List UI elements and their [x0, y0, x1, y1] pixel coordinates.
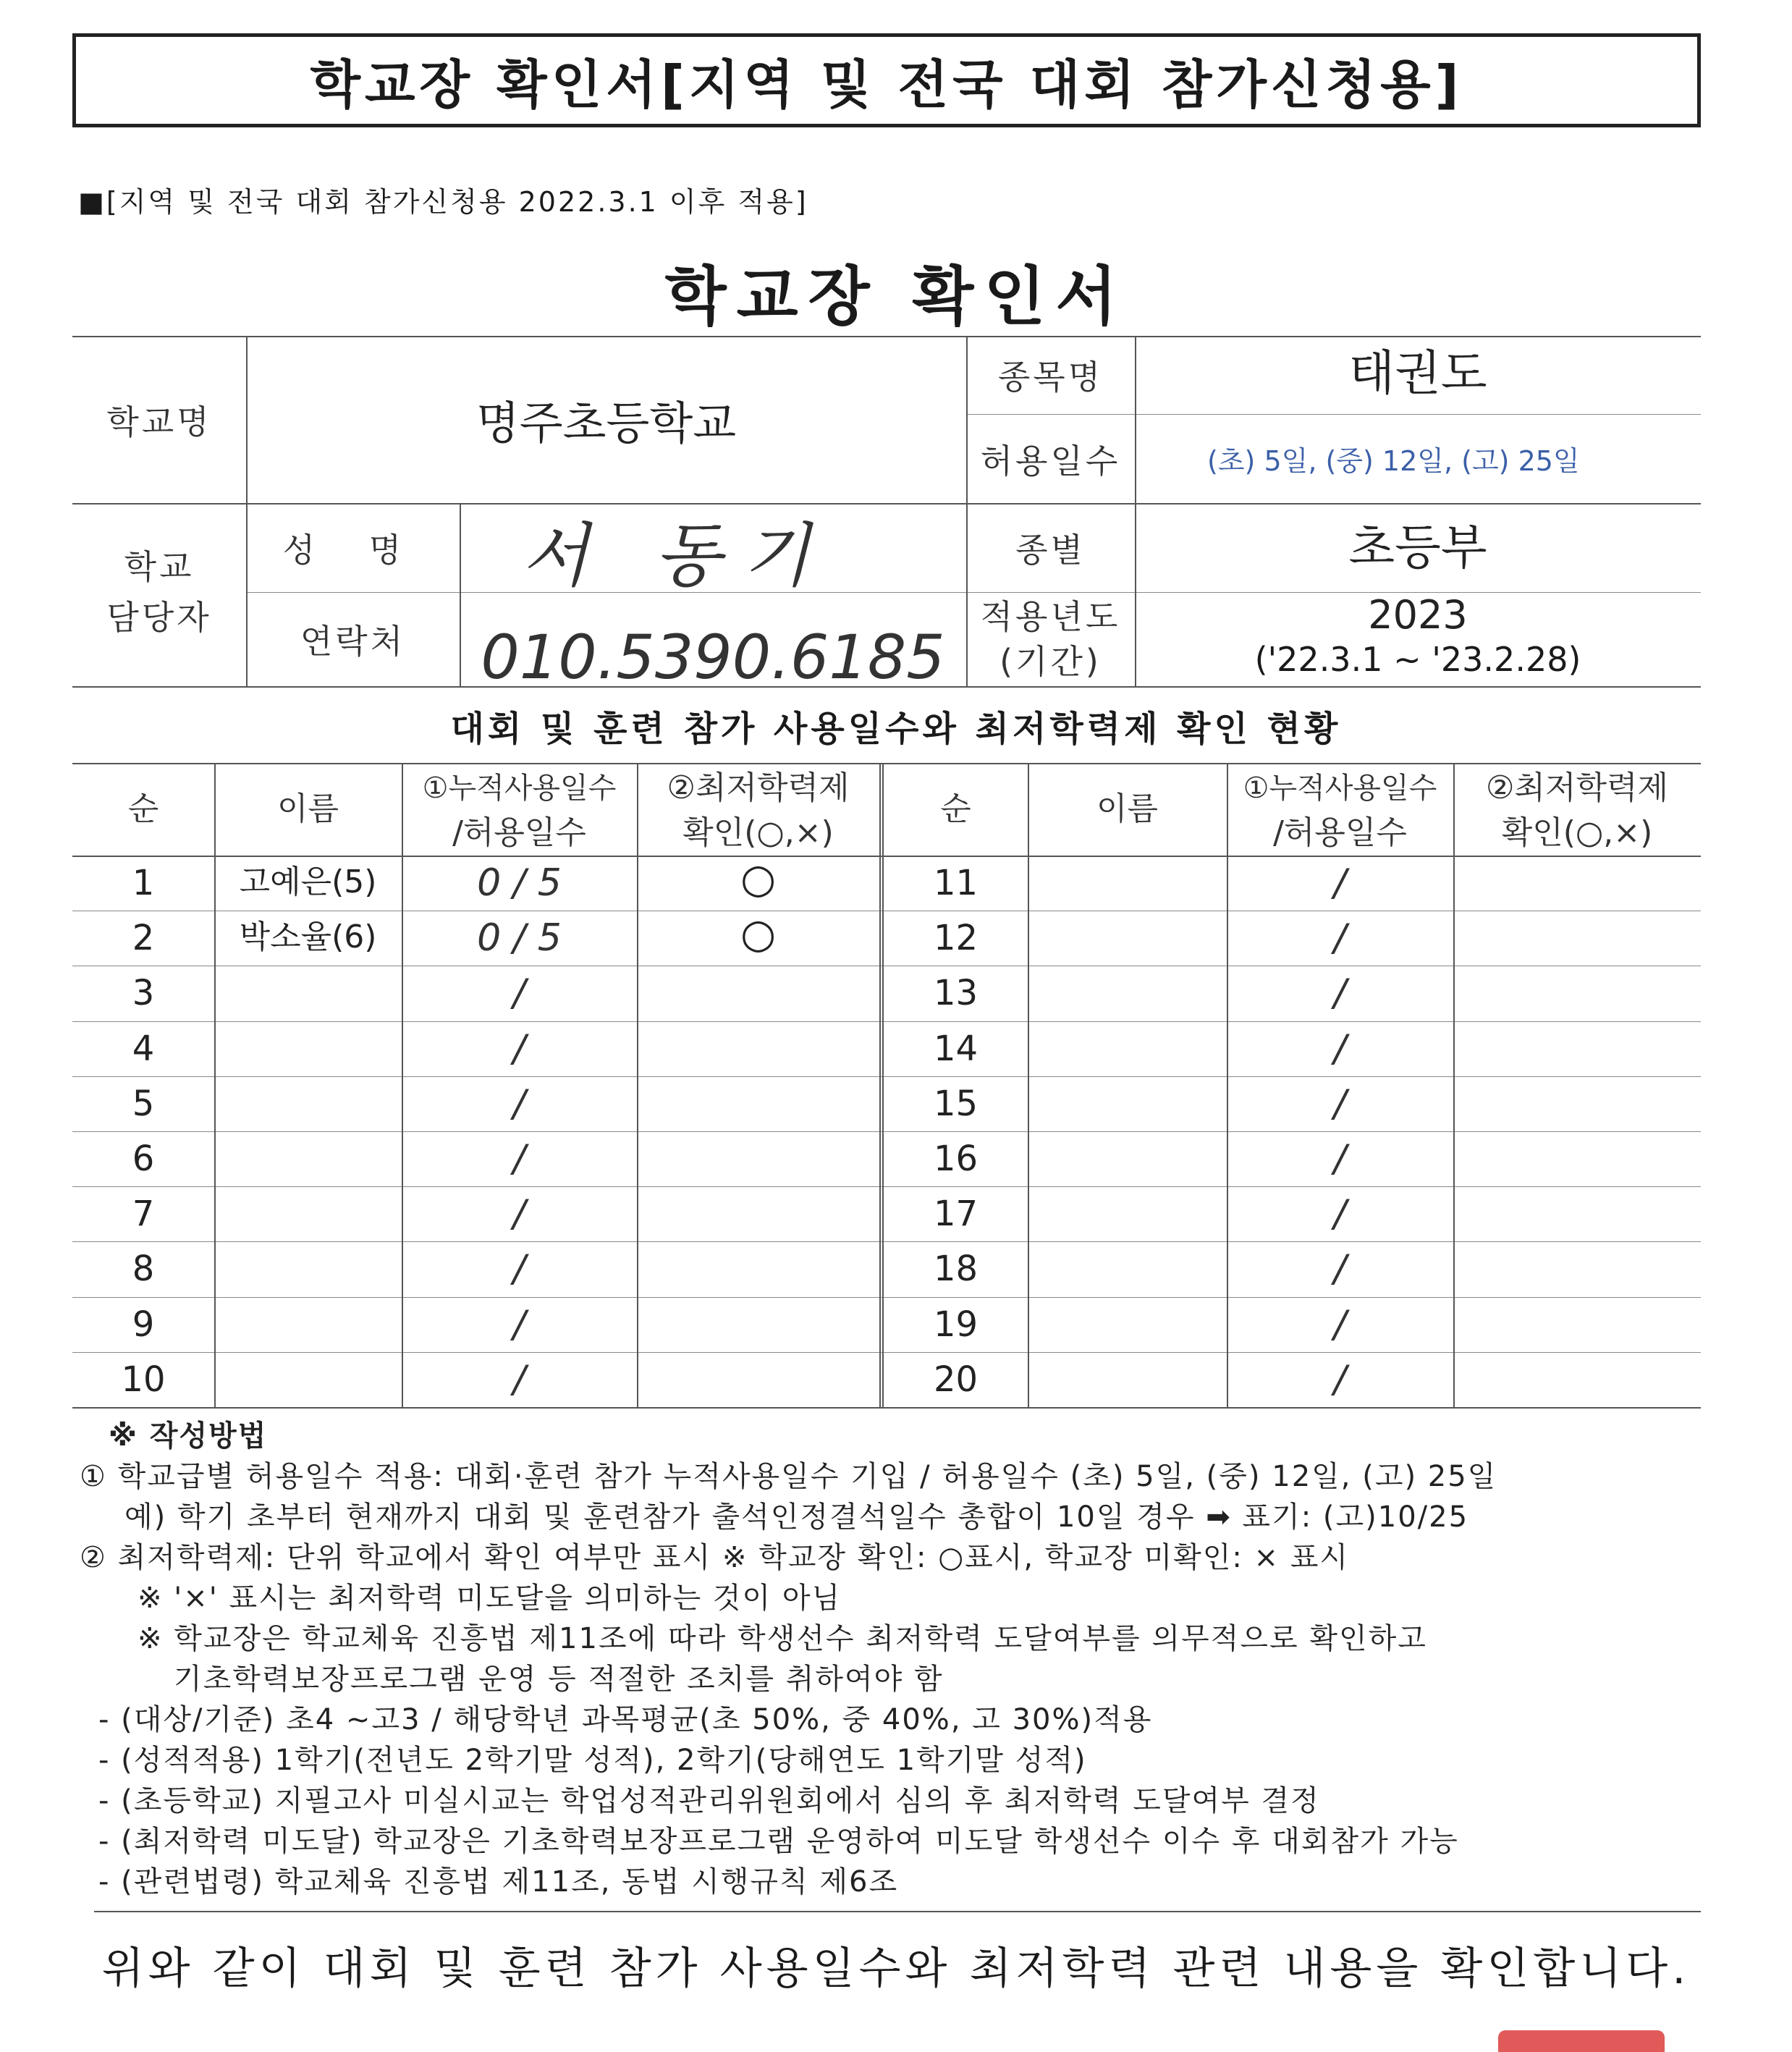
days-used-allowed: 0 / 5 [477, 861, 562, 905]
contact-name-handwritten: 서 동기 [521, 515, 832, 596]
min-academic-check [637, 1072, 879, 1127]
header-check-line1: ②최저학력제 [667, 769, 850, 806]
row-number: 9 [132, 1304, 155, 1345]
row-number: 13 [933, 973, 979, 1014]
participant-name [1028, 1237, 1227, 1292]
instructions-heading: ※ 작성방법 [109, 1419, 268, 1453]
header-check-line2: 확인(○,×) [1501, 814, 1653, 851]
header-check-line1: ②최저학력제 [1486, 769, 1668, 806]
row-number: 14 [933, 1028, 979, 1069]
applicability-notice: ■[지역 및 전국 대회 참가신청용 2022.3.1 이후 적용] [78, 186, 808, 218]
row-number: 18 [933, 1249, 979, 1290]
school-name-value: 명주초등학교 [476, 397, 737, 449]
participant-name [214, 1127, 402, 1182]
official-seal-stamp [1498, 2030, 1665, 2052]
participant-name: 고예은(5) [239, 864, 377, 901]
row-number: 8 [132, 1249, 155, 1290]
min-academic-check [637, 1237, 879, 1292]
header-days-line2: /허용일수 [452, 814, 586, 851]
participant-name [1028, 961, 1227, 1016]
participant-name [214, 1182, 402, 1237]
days-used-allowed: / [1333, 1137, 1347, 1181]
min-academic-check: ○ [740, 910, 776, 958]
row-number: 19 [933, 1304, 979, 1345]
days-used-allowed: / [512, 1192, 526, 1236]
contact-phone-label: 연락처 [300, 622, 406, 661]
days-used-allowed: / [1333, 971, 1347, 1016]
min-academic-check [1453, 1072, 1701, 1127]
header-no-left: 순 [127, 790, 159, 827]
header-days-line2: /허용일수 [1273, 814, 1407, 851]
header-days-line1: ①누적사용일수 [422, 772, 617, 805]
row-number: 6 [132, 1139, 155, 1180]
days-used-allowed: / [512, 1247, 526, 1291]
instruction-line: - (최저학력 미도달) 학교장은 기초학력보장프로그램 운영하여 미도달 학생선수 이수 후 대회참가 가능 [98, 1825, 1459, 1858]
row-number: 5 [132, 1083, 155, 1124]
confirmation-statement: 위와 같이 대회 및 훈련 참가 사용일수와 최저학력 관련 내용을 확인합니다. [101, 1943, 1691, 1994]
document-header-title: 학교장 확인서[지역 및 전국 대회 참가신청용] [72, 33, 1701, 127]
row-number: 17 [933, 1194, 979, 1235]
instruction-line: 예) 학기 초부터 현재까지 대회 및 훈련참가 출석인정결석일수 총합이 10일 경우 ➡ 표기: (고)10/25 [124, 1500, 1469, 1534]
year-label-line2: (기간) [999, 642, 1102, 681]
year-value: 2023 [1368, 591, 1468, 638]
days-used-allowed: / [1333, 861, 1347, 905]
participant-name [1028, 1127, 1227, 1182]
header-check-left [637, 766, 879, 856]
participant-name [1028, 1017, 1227, 1072]
days-used-allowed: / [512, 971, 526, 1016]
table-bottom-border [72, 1407, 1701, 1409]
year-label-line1: 적용년도 [980, 597, 1121, 636]
category-label: 종별 [1015, 530, 1086, 570]
sport-label: 종목명 [997, 358, 1104, 397]
participant-name [1028, 906, 1227, 961]
instruction-line: ※ 학교장은 학교체육 진흥법 제11조에 따라 학생선수 최저학력 도달여부를 의무적으로 확인하고 [138, 1622, 1427, 1655]
row-number: 12 [933, 918, 979, 959]
min-academic-check [1453, 906, 1701, 961]
instruction-line: - (관련법령) 학교체육 진흥법 제11조, 동법 시행규칙 제6조 [98, 1865, 899, 1899]
row-number: 11 [933, 863, 979, 904]
days-used-allowed: / [1333, 1081, 1347, 1126]
min-academic-check [637, 1127, 879, 1182]
participant-name [214, 1017, 402, 1072]
period-value: ('22.3.1 ~ '23.2.28) [1254, 640, 1581, 679]
instruction-line: - (대상/기준) 초4 ~고3 / 해당학년 과목평균(초 50%, 중 40%, 고 30%)적용 [98, 1703, 1153, 1736]
days-used-allowed: / [1333, 1192, 1347, 1236]
instruction-line: ② 최저학력제: 단위 학교에서 확인 여부만 표시 ※ 학교장 확인: ○표시, 학교장 미확인: × 표시 [80, 1541, 1350, 1574]
row-number: 3 [132, 973, 155, 1014]
header-name-right: 이름 [1096, 790, 1158, 827]
min-academic-check [1453, 1182, 1701, 1237]
participant-name [214, 1348, 402, 1403]
participant-name [1028, 851, 1227, 906]
participant-name: 박소율(6) [239, 919, 377, 956]
days-used-allowed: / [1333, 1026, 1347, 1071]
days-used-allowed: / [1333, 1247, 1347, 1291]
school-name-label: 학교명 [106, 402, 212, 442]
row-number: 20 [933, 1359, 979, 1400]
participant-name [214, 1293, 402, 1348]
allowed-days-value: (초) 5일, (중) 12일, (고) 25일 [1207, 445, 1580, 477]
days-used-allowed: / [512, 1137, 526, 1181]
status-section-title: 대회 및 훈련 참가 사용일수와 최저학력제 확인 현황 [450, 709, 1342, 749]
row-number: 10 [121, 1359, 166, 1400]
days-used-allowed: / [1333, 1357, 1347, 1401]
instruction-line: - (초등학교) 지필고사 미실시교는 학업성적관리위원회에서 심의 후 최저학력 도달여부 결정 [98, 1784, 1320, 1817]
row-number: 4 [132, 1028, 155, 1069]
days-used-allowed: / [512, 1081, 526, 1126]
days-used-allowed: / [512, 1026, 526, 1071]
category-value: 초등부 [1348, 519, 1487, 575]
instruction-line: 기초학력보장프로그램 운영 등 적절한 조치를 취하여야 함 [174, 1663, 944, 1696]
min-academic-check [637, 1017, 879, 1072]
participant-name [214, 1237, 402, 1292]
instruction-line: - (성적적용) 1학기(전년도 2학기말 성적), 2학기(당해연도 1학기말 성적) [98, 1744, 1087, 1777]
min-academic-check [1453, 1293, 1701, 1348]
header-no-right: 순 [940, 790, 971, 827]
row-number: 7 [132, 1194, 155, 1235]
min-academic-check [1453, 961, 1701, 1016]
header-days-right [1227, 766, 1453, 856]
days-used-allowed: 0 / 5 [477, 916, 562, 960]
min-academic-check [637, 1348, 879, 1403]
min-academic-check [1453, 1348, 1701, 1403]
participant-name [1028, 1182, 1227, 1237]
header-check-line2: 확인(○,×) [682, 814, 834, 851]
instruction-line: ※ '×' 표시는 최저학력 미도달을 의미하는 것이 아님 [138, 1582, 842, 1615]
instruction-line: ① 학교급별 허용일수 적용: 대회·훈련 참가 누적사용일수 기입 / 허용일수 (초) 5일, (중) 12일, (고) 25일 [80, 1460, 1497, 1493]
participant-name [1028, 1072, 1227, 1127]
participant-name [214, 1072, 402, 1127]
days-used-allowed: / [512, 1302, 526, 1346]
header-days-left [402, 766, 637, 856]
min-academic-check: ○ [740, 855, 776, 903]
row-number: 1 [132, 863, 155, 904]
min-academic-check [1453, 1017, 1701, 1072]
row-number: 15 [933, 1083, 979, 1124]
row-number: 2 [132, 918, 155, 959]
contact-group-label-line1: 학교 [124, 547, 195, 586]
participant-name [1028, 1348, 1227, 1403]
min-academic-check [637, 1182, 879, 1237]
header-days-line1: ①누적사용일수 [1243, 772, 1437, 805]
participant-name [1028, 1293, 1227, 1348]
days-used-allowed: / [1333, 1302, 1347, 1346]
days-used-allowed: / [512, 1357, 526, 1401]
sport-value: 태권도 [1348, 345, 1487, 401]
min-academic-check [637, 961, 879, 1016]
participant-name [214, 961, 402, 1016]
contact-name-label: 성 명 [282, 530, 423, 570]
allowed-days-label: 허용일수 [980, 441, 1121, 481]
contact-phone-handwritten: 010.5390.6185 [481, 622, 945, 693]
min-academic-check [1453, 1127, 1701, 1182]
header-check-right [1453, 766, 1701, 856]
min-academic-check [1453, 851, 1701, 906]
header-name-left: 이름 [276, 790, 339, 827]
row-number: 16 [933, 1139, 979, 1180]
min-academic-check [637, 1293, 879, 1348]
days-used-allowed: / [1333, 916, 1347, 960]
min-academic-check [1453, 1237, 1701, 1292]
instructions-section [80, 1416, 1694, 1902]
contact-group-label-line2: 담당자 [106, 598, 212, 637]
document-title: 학교장 확인서 [664, 259, 1128, 334]
instructions-bottom-border [94, 1911, 1701, 1912]
